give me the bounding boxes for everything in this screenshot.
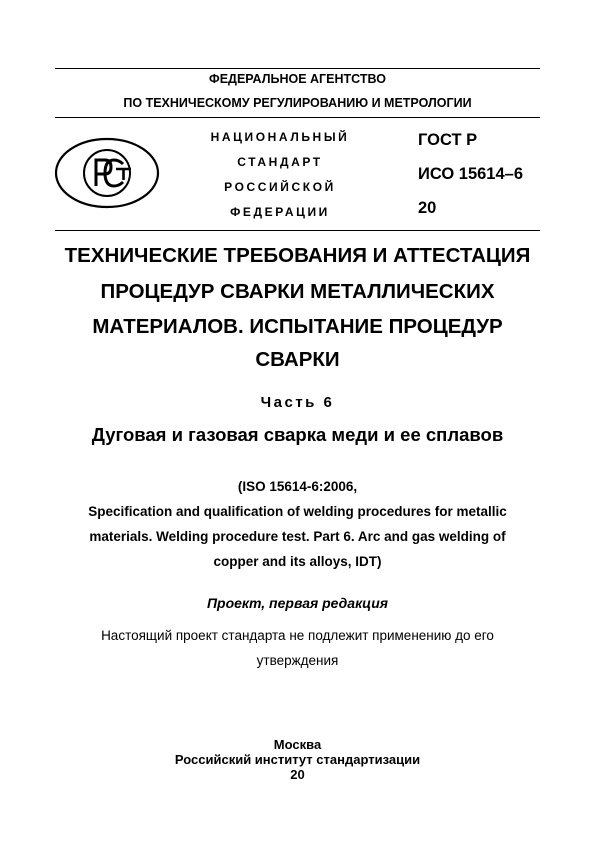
year-prefix: 20	[418, 199, 437, 217]
notice-line-1: Настоящий проект стандарта не подлежит применению до его	[101, 628, 494, 643]
standard-type-national: НАЦИОНАЛЬНЫЙ	[210, 130, 350, 144]
footer-city: Москва	[273, 737, 322, 752]
bottom-header-rule	[55, 230, 540, 231]
iso-ref-line-3: materials. Welding procedure test. Part 6. Arc and gas welding of	[89, 529, 506, 544]
iso-number: ИСО 15614–6	[418, 165, 524, 183]
notice-line-2: утверждения	[256, 653, 339, 668]
title-line-3: МАТЕРИАЛОВ. ИСПЫТАНИЕ ПРОЦЕДУР	[92, 315, 503, 338]
standard-type-russian: РОССИЙСКОЙ	[224, 180, 336, 194]
gost-designation: ГОСТ Р	[418, 131, 478, 149]
standard-type-federation: ФЕДЕРАЦИИ	[230, 205, 330, 219]
footer-publisher: Российский институт стандартизации	[174, 752, 421, 767]
title-line-2: ПРОЦЕДУР СВАРКИ МЕТАЛЛИЧЕСКИХ	[100, 280, 495, 303]
agency-line-1: ФЕДЕРАЛЬНОЕ АГЕНТСТВО	[209, 72, 386, 86]
iso-ref-line-4: copper and its alloys, IDT)	[213, 554, 382, 569]
gost-r-logo-icon	[53, 136, 161, 210]
top-rule	[55, 68, 540, 69]
iso-ref-line-1: (ISO 15614-6:2006,	[237, 479, 358, 494]
subtitle: Дуговая и газовая сварка меди и ее сплавов	[91, 424, 504, 445]
part-label: Часть 6	[260, 394, 335, 411]
header-divider-rule	[55, 117, 540, 118]
title-line-4: СВАРКИ	[255, 348, 340, 371]
agency-line-2: ПО ТЕХНИЧЕСКОМУ РЕГУЛИРОВАНИЮ И МЕТРОЛОГИИ	[123, 96, 472, 110]
title-line-1: ТЕХНИЧЕСКИЕ ТРЕБОВАНИЯ И АТТЕСТАЦИЯ	[64, 244, 531, 267]
footer-year: 20	[290, 767, 305, 782]
iso-ref-line-2: Specification and qualification of welding procedures for metallic	[88, 504, 507, 519]
standard-type-standard: СТАНДАРТ	[237, 155, 323, 169]
draft-label: Проект, первая редакция	[206, 595, 389, 611]
